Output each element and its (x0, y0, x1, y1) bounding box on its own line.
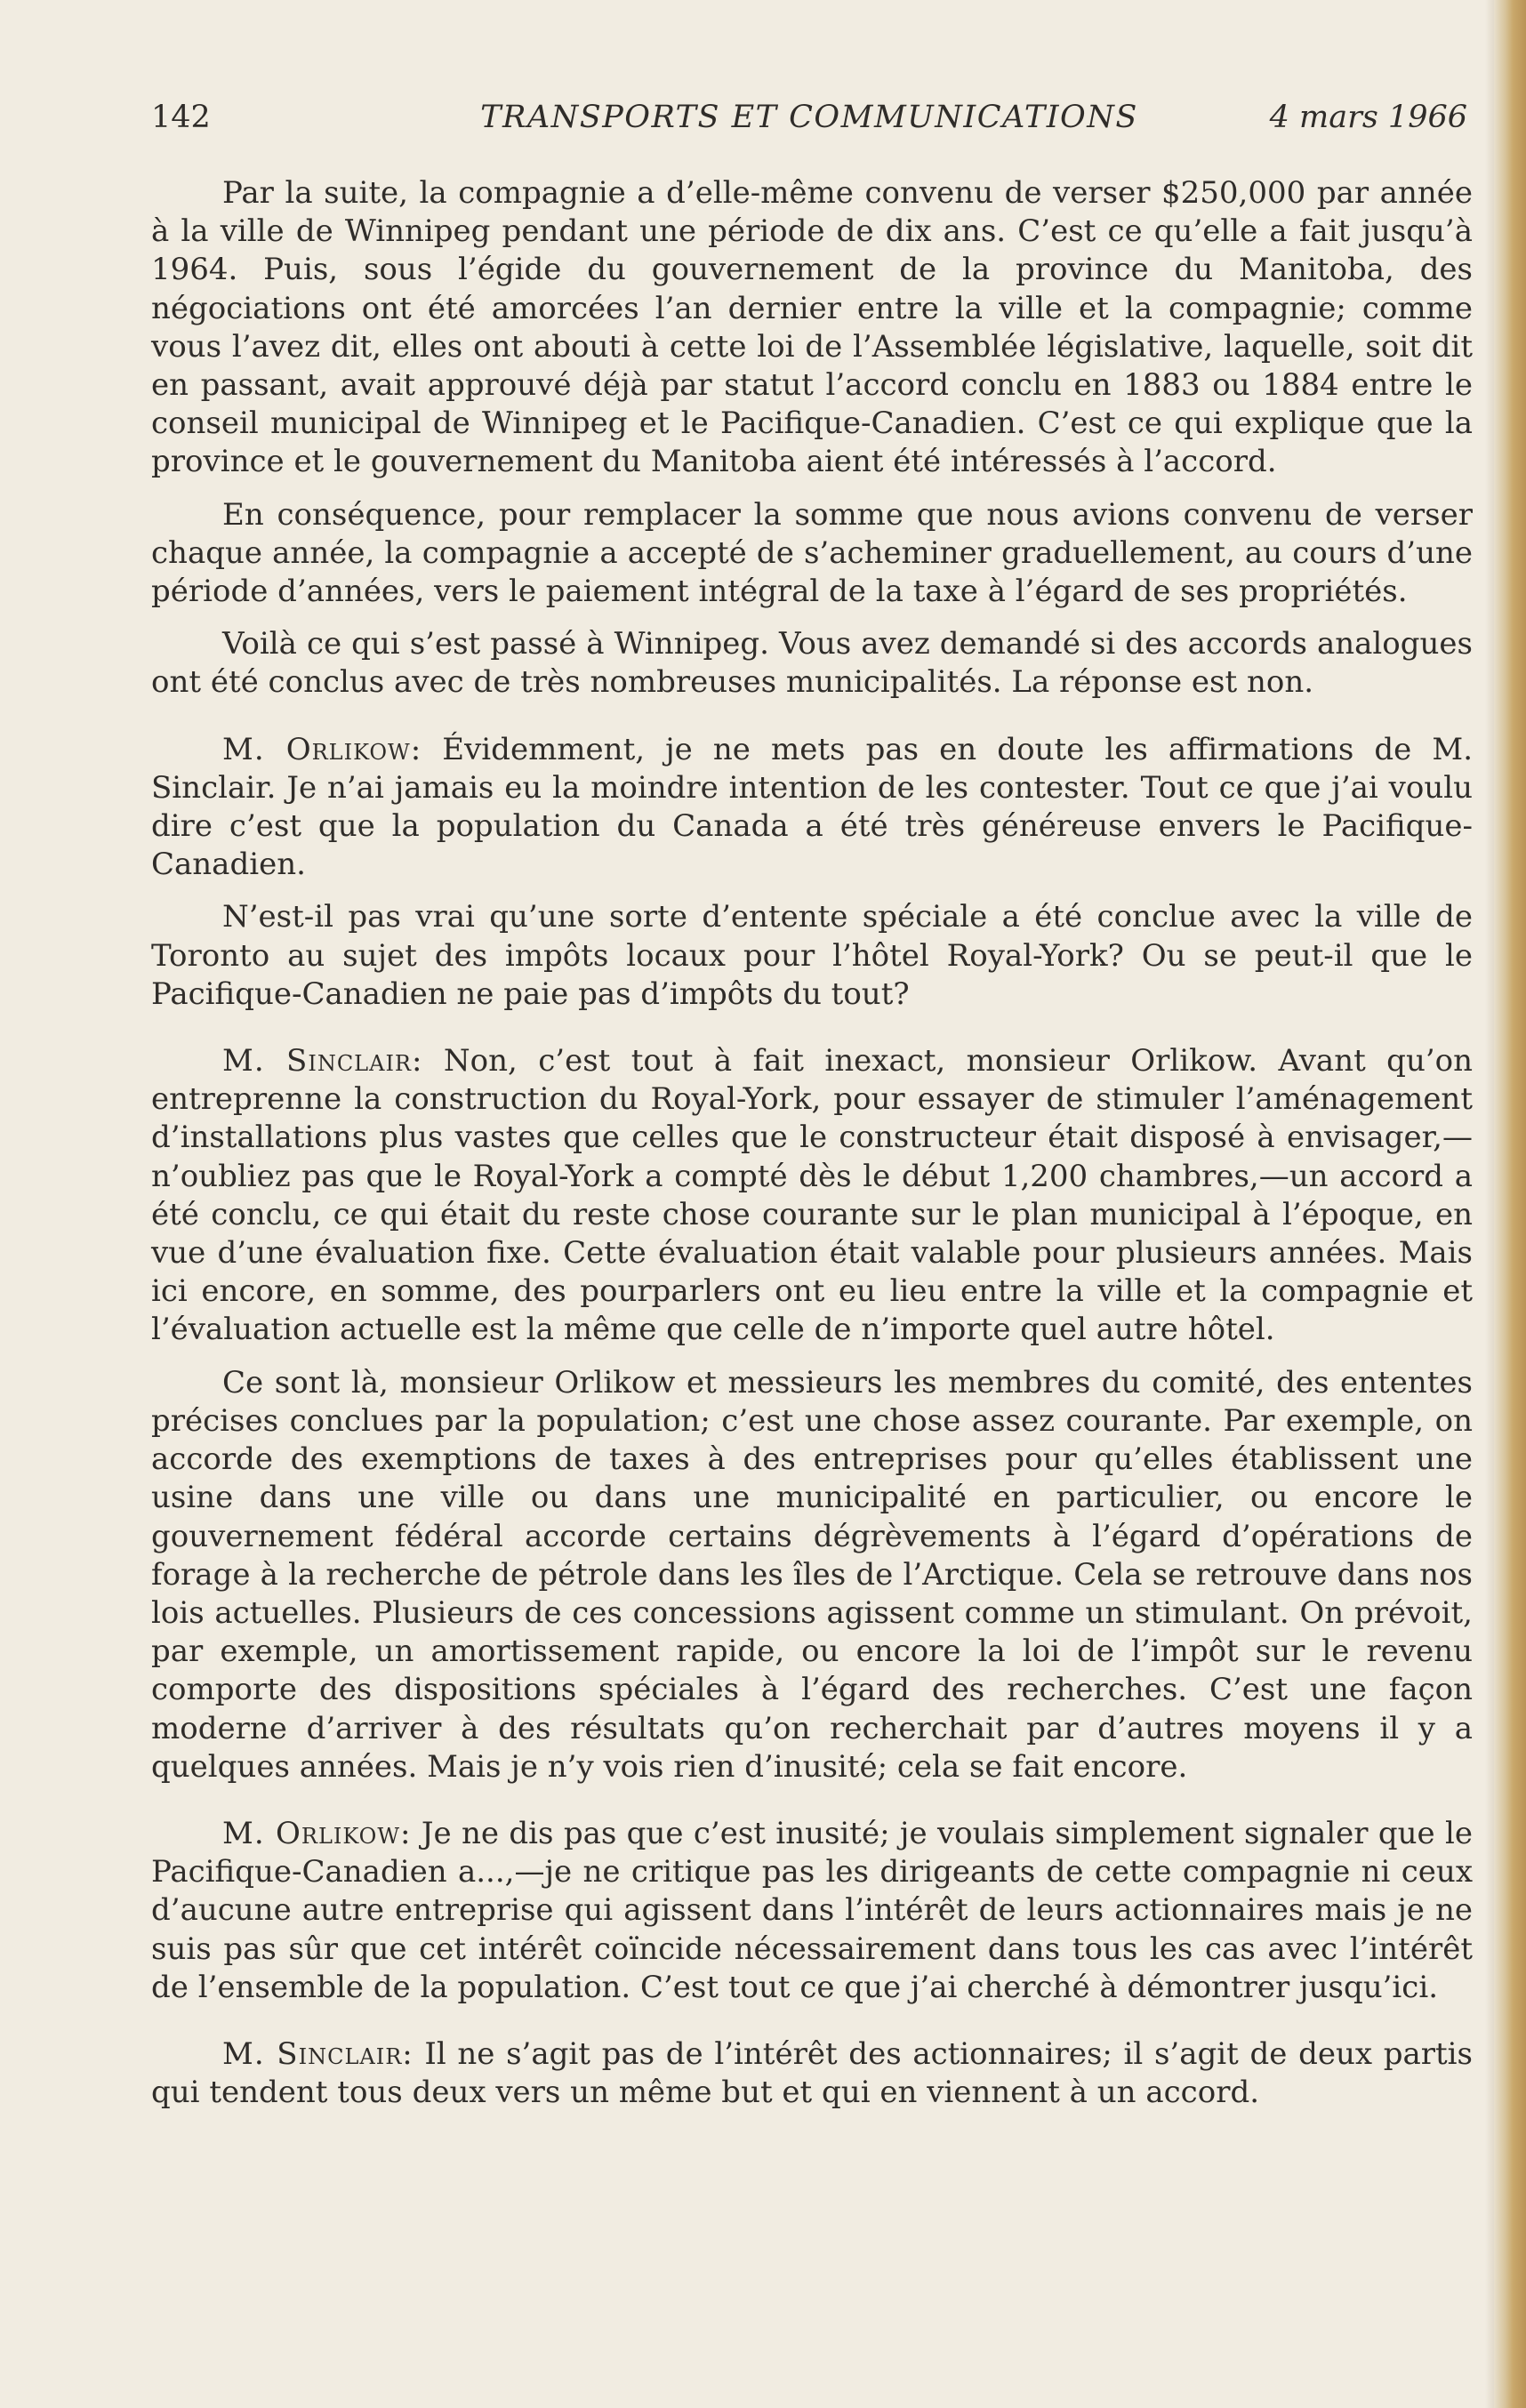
page-number: 142 (151, 100, 211, 135)
paragraph (151, 2035, 1473, 2112)
speaker-name: M. Sinclair: (222, 2035, 414, 2072)
body-text (151, 174, 1473, 2126)
paragraph-text: Par la suite, la compagnie a d’elle-même convenu de verser $250,000 par année à la ville de Winnipeg pendant une période de dix ans. C’est ce qu’elle a fait jusqu’à 1964. Puis, sous l’égide du gouvernement de la province du Manitoba, des négociations ont été amorcées l’an dernier entre la ville et la compagnie; comme vous l’avez dit, elles ont abouti à cette loi de l’Assemblée législative, laquelle, soit dit en passant, avait approuvé déjà par statut l’accord conclu en 1883 ou 1884 entre le conseil municipal de Winnipeg et le Pacifique-Canadien. C’est ce qui explique que la province et le gouvernement du Manitoba aient été intéressés à l’accord. (151, 175, 1473, 480)
page-binding-shadow (1485, 0, 1494, 2408)
paragraph-text: Je ne dis pas que c’est inusité; je voulais simplement signaler que le Pacifique-Canadien a...,—je ne critique pas les dirigeants de cette compagnie ni ceux d’aucune autre entreprise qui agissent dans l’intérêt de leurs actionnaires mais je ne suis pas sûr que cet intérêt coïncide nécessairement dans tous les cas avec l’intérêt de l’ensemble de la population. C’est tout ce que j’ai cherché à démontrer jusqu’ici. (151, 1815, 1474, 2005)
paragraph-text: N’est-il pas vrai qu’une sorte d’entente spéciale a été conclue avec la ville de Toronto au sujet des impôts locaux pour l’hôtel Royal-York? Ou se peut-il que le Pacifique-Canadien ne paie pas d’impôts du tout? (151, 899, 1473, 1012)
speaker-name: M. Orlikow: (222, 1815, 412, 1851)
paragraph-text: Non, c’est tout à fait inexact, monsieur Orlikow. Avant qu’on entreprenne la construction du Royal-York, pour essayer de stimuler l’aménagement d’installations plus vastes que celles que le constructeur était disposé à envisager,—n’oubliez pas que le Royal-York a compté dès le début 1,200 chambres,—un accord a été conclu, ce qui était du reste chose courante sur le plan municipal à l’époque, en vue d’une évaluation fixe. Cette évaluation était valable pour plusieurs années. Mais ici encore, en somme, des pourparlers ont eu lieu entre la ville et la compagnie et l’évaluation actuelle est la même que celle de n’importe quel autre hôtel. (151, 1043, 1474, 1348)
paragraph-text: En conséquence, pour remplacer la somme que nous avions convenu de verser chaque année, la compagnie a accepté de s’acheminer graduellement, au cours d’une période d’années, vers le paiement intégral de la taxe à l’égard de ses propriétés. (151, 496, 1473, 610)
paragraph-text: Ce sont là, monsieur Orlikow et messieurs les membres du comité, des ententes précises conclues par la population; c’est une chose assez courante. Par exemple, on accorde des exemptions de taxes à des entreprises pour qu’elles établissent une usine dans une ville ou dans une municipalité en particulier, ou encore le gouvernement fédéral accorde certains dégrèvements à l’égard d’opérations de forage à la recherche de pétrole dans les îles de l’Arctique. Cela se retrouve dans nos lois actuelles. Plusieurs de ces concessions agissent comme un stimulant. On prévoit, par exemple, un amortissement rapide, ou encore la loi de l’impôt sur le revenu comporte des dispositions spéciales à l’égard des recherches. C’est une façon moderne d’arriver à des résultats qu’on recherchait par d’autres moyens il y a quelques années. Mais je n’y vois rien d’inusité; cela se fait encore. (151, 1364, 1473, 1785)
paragraph (151, 625, 1473, 702)
page-edge (1494, 0, 1526, 2408)
paragraph (151, 174, 1473, 482)
paragraph (151, 898, 1473, 1014)
speaker-name: M. Orlikow: (222, 731, 422, 767)
paragraph-text: Évidemment, je ne mets pas en doute les affirmations de M. Sinclair. Je n’ai jamais eu la moindre intention de les contester. Tout ce que j’ai voulu dire c’est que la population du Canada a été très généreuse envers le Pacifique-Canadien. (151, 731, 1473, 883)
speaker-name: M. Sinclair: (222, 1043, 423, 1080)
paragraph-text: Voilà ce qui s’est passé à Winnipeg. Vous avez demandé si des accords analogues ont été conclus avec de très nombreuses municipalités. La réponse est non. (151, 626, 1473, 701)
paragraph (151, 1815, 1473, 2007)
paragraph (151, 731, 1473, 885)
paragraph-text: Il ne s’agit pas de l’intérêt des actionnaires; il s’agit de deux partis qui tendent tous deux vers un même but et qui en viennent à un accord. (151, 2035, 1473, 2111)
running-title: TRANSPORTS ET COMMUNICATIONS (480, 100, 1138, 135)
paragraph (151, 496, 1473, 612)
page-header (151, 96, 1467, 139)
paragraph (151, 1042, 1473, 1350)
issue-date: 4 mars 1966 (1269, 100, 1467, 135)
paragraph (151, 1364, 1473, 1786)
